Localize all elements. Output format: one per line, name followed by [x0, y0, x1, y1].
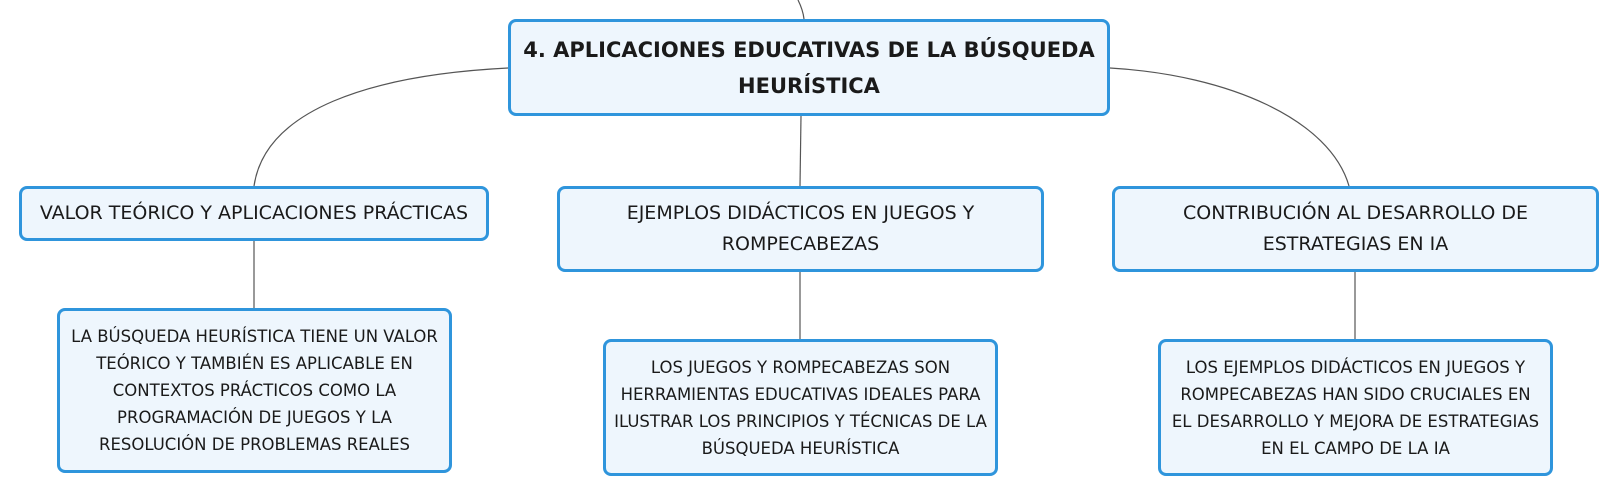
subtopic-theoretical-value[interactable]	[57, 308, 452, 473]
connector-root-to-branch-2	[800, 116, 801, 186]
branch-topic-ai-strategies[interactable]	[1112, 186, 1599, 272]
subtopic-text: LA BÚSQUEDA HEURÍSTICA TIENE UN VALOR TEÓRICO Y TAMBIÉN ES APLICABLE EN CONTEXTOS PRÁCTICOS COMO LA PROGRAMACIÓN DE JUEGOS Y LA RESOLUCIÓN DE PROBLEMAS REALES	[71, 327, 438, 454]
branch-topic-text: CONTRIBUCIÓN AL DESARROLLO DE ESTRATEGIAS EN IA	[1182, 202, 1528, 255]
subtopic-didactic-examples[interactable]	[603, 339, 998, 476]
connector-root-to-branch-3	[1110, 68, 1349, 186]
branch-topic-theoretical-value[interactable]	[19, 186, 489, 241]
branch-topic-text: VALOR TEÓRICO Y APLICACIONES PRÁCTICAS	[39, 202, 469, 224]
subtopic-text: LOS JUEGOS Y ROMPECABEZAS SON HERRAMIENTAS EDUCATIVAS IDEALES PARA ILUSTRAR LOS PRINCIPIOS Y TÉCNICAS DE LA BÚSQUEDA HEURÍSTICA	[614, 357, 987, 458]
branch-topic-text: EJEMPLOS DIDÁCTICOS EN JUEGOS Y ROMPECABEZAS	[626, 202, 975, 255]
connector-root-to-branch-1	[254, 68, 508, 186]
subtopic-text: LOS EJEMPLOS DIDÁCTICOS EN JUEGOS Y ROMPECABEZAS HAN SIDO CRUCIALES EN EL DESARROLLO Y MEJORA DE ESTRATEGIAS EN EL CAMPO DE LA IA	[1171, 357, 1540, 458]
root-topic[interactable]	[508, 19, 1110, 116]
subtopic-ai-strategies[interactable]	[1158, 339, 1553, 476]
branch-topic-didactic-examples[interactable]	[557, 186, 1044, 272]
connector-incoming	[798, 0, 804, 19]
root-topic-text: 4. APLICACIONES EDUCATIVAS DE LA BÚSQUEDA HEURÍSTICA	[523, 37, 1095, 98]
